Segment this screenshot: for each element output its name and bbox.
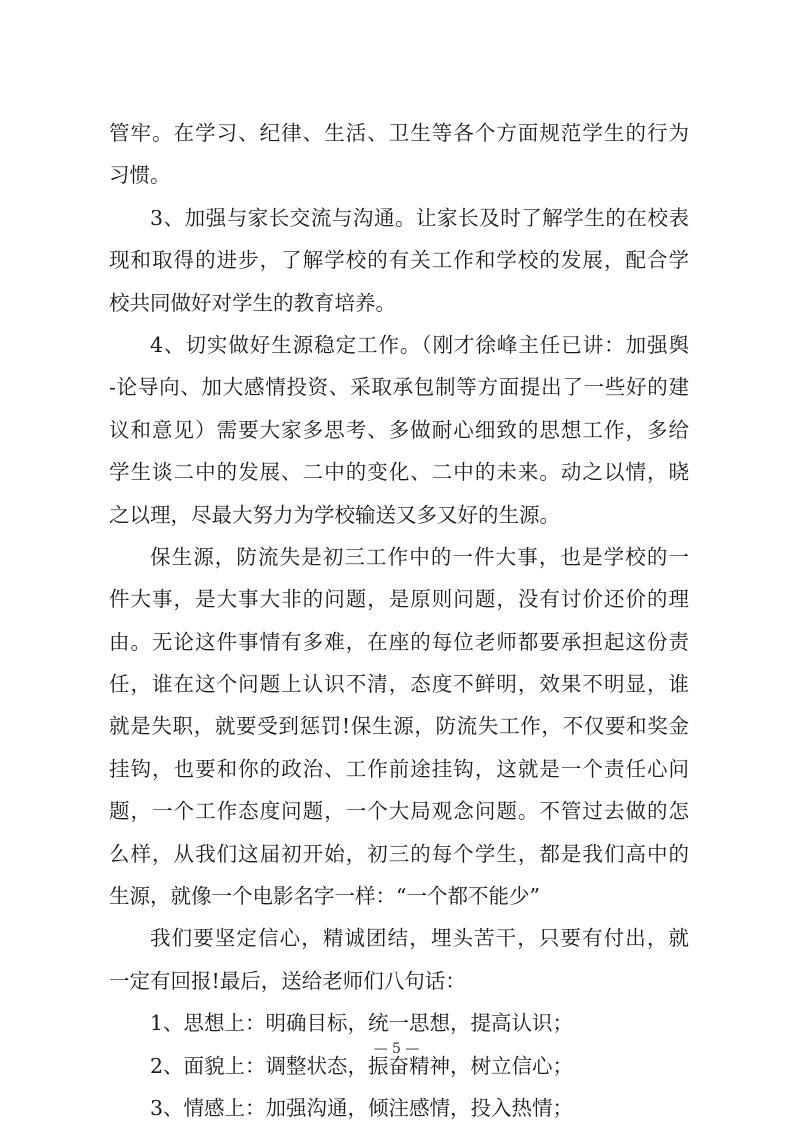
text-line: 由。无论这件事情有多难，在座的每位老师都要承担起这份责: [109, 629, 689, 654]
text-line: 之以理，尽最大努力为学校输送又多又好的生源。: [109, 502, 560, 527]
text-line: 管牢。在学习、纪律、生活、卫生等各个方面规范学生的行为: [109, 121, 689, 145]
text-line: 我们要坚定信心，精诚团结，埋头苦干，只要有付出，就: [150, 926, 689, 951]
text-line: 现和取得的进步，了解学校的有关工作和学校的发展，配合学: [109, 248, 689, 273]
text-line: 1、思想上：明确目标，统一思想，提高认识；: [150, 1011, 574, 1036]
text-line: 4、切实做好生源稳定工作。（刚才徐峰主任已讲：加强舆: [150, 332, 689, 357]
text-line: 习惯。: [109, 163, 171, 188]
text-line: 2、面貌上：调整状态，振奋精神，树立信心；: [150, 1053, 574, 1078]
text-line: 3、加强与家长交流与沟通。让家长及时了解学生的在校表: [150, 205, 689, 230]
text-line: 保生源，防流失是初三工作中的一件大事，也是学校的一: [150, 544, 689, 569]
page-number: — 5 —: [373, 1041, 420, 1057]
text-line: 3、情感上：加强沟通，倾注感情，投入热情；: [150, 1095, 574, 1120]
text-line: 任，谁在这个问题上认识不清，态度不鲜明，效果不明显，谁: [109, 672, 689, 697]
text-line: 么样，从我们这届初开始，初三的每个学生，都是我们高中的: [109, 841, 689, 866]
text-line: 就是失职，就要受到惩罚!保生源，防流失工作，不仅要和奖金: [109, 714, 689, 739]
text-line: 题，一个工作态度问题，一个大局观念问题。不管过去做的怎: [109, 799, 689, 824]
text-line: 校共同做好对学生的教育培养。: [109, 290, 396, 315]
text-line: 学生谈二中的发展、二中的变化、二中的未来。动之以情，晓: [109, 460, 689, 485]
text-line: 生源，就像一个电影名字一样：“一个都不能少”: [109, 884, 540, 909]
text-line: 件大事，是大事大非的问题，是原则问题，没有讨价还价的理: [109, 587, 689, 612]
text-line: 一定有回报!最后，送给老师们八句话：: [109, 968, 466, 993]
text-line: -论导向、加大感情投资、采取承包制等方面提出了一些好的建: [109, 375, 689, 400]
text-line: 议和意见）需要大家多思考、多做耐心细致的思想工作，多给: [109, 417, 689, 442]
text-line: 挂钩，也要和你的政治、工作前途挂钩，这就是一个责任心问: [109, 756, 689, 781]
document-body: [109, 112, 689, 1129]
